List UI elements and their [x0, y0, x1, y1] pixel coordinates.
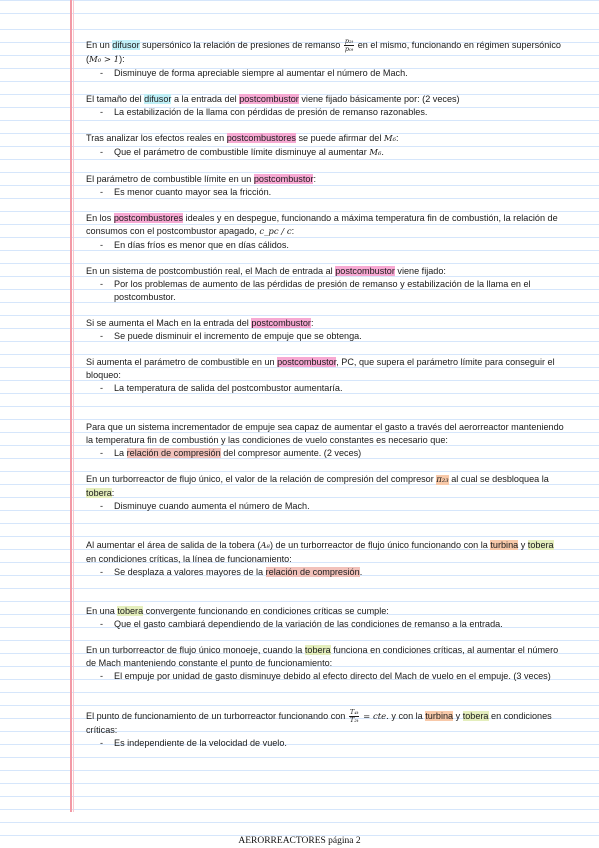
- highlighted-term: relación de compresión: [126, 448, 221, 458]
- text-run: .: [359, 567, 363, 577]
- text-run: En un sistema de postcombustión real, el Mach de entrada al: [86, 266, 336, 276]
- question: [86, 421, 564, 447]
- math-expression: π₂₃: [436, 475, 449, 485]
- math-expression: A₈: [260, 541, 270, 551]
- text-run: viene fijado:: [394, 266, 446, 276]
- text-run: En un turborreactor de flujo único, el valor de la relación de compresión del compresor: [86, 474, 437, 484]
- text-run: , PC, que supera el parámetro límite para conseguir el bloqueo:: [86, 357, 555, 380]
- highlighted-term: difusor: [144, 94, 172, 104]
- text-run: En un turborreactor de flujo único monoeje, cuando la: [86, 645, 305, 655]
- text-run: El tamaño del: [86, 94, 145, 104]
- margin-line-secondary: [73, 0, 74, 812]
- highlighted-term: tobera: [86, 488, 112, 498]
- highlighted-term: postcombustores: [226, 133, 296, 143]
- highlighted-term: postcombustor: [253, 174, 314, 184]
- text-run: Disminuye cuando aumenta el número de Mach.: [114, 501, 310, 511]
- answer-bullet: [86, 106, 564, 119]
- spacer: [86, 252, 564, 265]
- text-run: Es menor cuanto mayor sea la fricción.: [114, 187, 272, 197]
- question: [86, 709, 564, 737]
- question: [86, 38, 564, 67]
- text-run: ideales y en despegue, funcionando a máxima temperatura fin de combustión, la relación de consumos con el postcombustor apagado,: [86, 213, 558, 236]
- text-run: En días fríos es menor que en días cálidos.: [114, 240, 289, 250]
- highlighted-term: difusor: [112, 39, 140, 50]
- question: [86, 605, 564, 618]
- text-run: Se desplaza a valores mayores de la: [114, 567, 266, 577]
- highlighted-term: relación de compresión: [265, 567, 360, 577]
- text-run: La: [114, 448, 127, 458]
- text-run: :: [111, 488, 115, 498]
- text-run: :: [310, 318, 314, 328]
- text-run: La estabilización de la llama con pérdidas de presión de remanso razonables.: [114, 107, 428, 117]
- text-run: :: [396, 133, 399, 143]
- fraction: [349, 709, 360, 724]
- math-expression: = cte.: [360, 711, 389, 722]
- page-footer: AERORREACTORES página 2: [238, 836, 361, 846]
- bullet-dash: -: [100, 619, 104, 629]
- highlighted-term: postcombustores: [113, 213, 184, 223]
- text-run: Para que un sistema incrementador de empuje sea capaz de aumentar el gasto a través del aerorreactor manteniendo la temperatura fin de combustión y las condiciones de vuelo constantes es necesario que:: [86, 422, 564, 445]
- spacer: [86, 160, 564, 173]
- fraction-numerator: T₄ₜ: [349, 708, 359, 716]
- bullet-dash: -: [100, 671, 104, 681]
- question: [86, 132, 564, 146]
- text-run: a la entrada del: [171, 94, 240, 104]
- text-run: supersónico la relación de presiones de remanso: [139, 39, 343, 50]
- text-run: Si aumenta el parámetro de combustible en un: [86, 357, 278, 367]
- math-expression: M₀ > 1: [89, 55, 120, 65]
- bullet-dash: -: [100, 448, 104, 458]
- spacer: [86, 579, 564, 605]
- fraction-denominator: p₀ₜ: [344, 45, 354, 53]
- margin-line: [70, 0, 72, 812]
- text-run: Tras analizar los efectos reales en: [86, 133, 227, 143]
- text-run: :: [291, 226, 295, 236]
- text-run: viene fijado básicamente por: (2 veces): [298, 94, 460, 104]
- text-run: Si se aumenta el Mach en la entrada del: [86, 318, 252, 328]
- highlighted-term: turbina: [490, 540, 519, 550]
- answer-bullet: [86, 330, 564, 343]
- highlighted-term: tobera: [462, 710, 489, 721]
- highlighted-term: turbina: [425, 710, 454, 721]
- answer-bullet: [86, 239, 564, 252]
- text-run: Disminuye de forma apreciable siempre al aumentar el número de Mach.: [114, 68, 408, 78]
- answer-bullet: [86, 566, 564, 579]
- text-run: El punto de funcionamiento de un turborreactor funcionando con: [86, 710, 348, 721]
- question: [86, 93, 564, 106]
- text-run: En una: [86, 606, 118, 616]
- answer-bullet: [86, 67, 564, 80]
- text-run: funciona en condiciones críticas, al aumentar el número de Mach manteniendo constante el punto de funcionamiento:: [86, 645, 559, 668]
- answer-bullet: [86, 186, 564, 199]
- highlighted-term: postcombustor: [335, 266, 395, 276]
- text-run: La temperatura de salida del postcombustor aumentaría.: [114, 383, 343, 393]
- spacer: [86, 119, 564, 132]
- spacer: [86, 460, 564, 473]
- question: [86, 539, 564, 566]
- spacer: [86, 343, 564, 356]
- fraction-denominator: T₂ₜ: [349, 716, 359, 724]
- text-run: en el mismo, funcionando en régimen supersónico (: [86, 39, 561, 64]
- text-run: El empuje por unidad de gasto disminuye debido al efecto directo del Mach de vuelo en el empuje. (3 veces): [114, 671, 551, 681]
- highlighted-term: postcombustor: [251, 318, 311, 328]
- text-run: En los: [86, 213, 114, 223]
- spacer: [86, 80, 564, 93]
- text-run: Por los problemas de aumento de las pérdidas de presión de remanso y estabilización de la llama en el postcombustor.: [114, 279, 531, 302]
- text-run: ) de un turborreactor de flujo único funcionando con la: [269, 540, 491, 550]
- text-run: El parámetro de combustible límite en un: [86, 174, 254, 184]
- answer-bullet: [86, 737, 564, 750]
- fraction: [344, 38, 354, 53]
- bullet-dash: -: [100, 240, 104, 250]
- notes-body: [86, 38, 564, 750]
- spacer: [86, 683, 564, 709]
- question: [86, 265, 564, 278]
- answer-bullet: [86, 278, 564, 304]
- question: [86, 644, 564, 670]
- bullet-dash: -: [100, 107, 104, 117]
- text-run: Que el gasto cambiará dependiendo de la variación de las condiciones de remanso a la entrada.: [114, 619, 503, 629]
- highlighted-term: tobera: [304, 645, 331, 655]
- bullet-dash: -: [100, 383, 104, 393]
- bullet-dash: -: [100, 187, 104, 197]
- highlighted-term: tobera: [527, 540, 554, 550]
- answer-bullet: [86, 500, 564, 513]
- math-expression: c_pc / c: [259, 227, 292, 237]
- answer-bullet: [86, 146, 564, 160]
- spacer: [86, 395, 564, 421]
- text-run: En un: [86, 39, 113, 50]
- bullet-dash: -: [100, 501, 104, 511]
- answer-bullet: [86, 618, 564, 631]
- bullet-dash: -: [100, 331, 104, 341]
- text-run: y: [518, 540, 528, 550]
- text-run: convergente funcionando en condiciones críticas se cumple:: [143, 606, 389, 616]
- text-run: Se puede disminuir el incremento de empuje que se obtenga.: [114, 331, 362, 341]
- text-run: y con la: [388, 710, 426, 721]
- bullet-dash: -: [100, 279, 104, 289]
- spacer: [86, 199, 564, 212]
- spacer: [86, 631, 564, 644]
- question: [86, 356, 564, 382]
- text-run: y: [453, 710, 463, 721]
- text-run: Es independiente de la velocidad de vuelo.: [114, 738, 287, 748]
- question: [86, 173, 564, 186]
- text-run: ):: [119, 54, 125, 64]
- text-run: al cual se desbloquea la: [448, 474, 549, 484]
- math-expression: M₆: [383, 134, 397, 144]
- bullet-dash: -: [100, 68, 104, 78]
- question: [86, 473, 564, 500]
- text-run: :: [313, 174, 317, 184]
- math-expression: M₆: [369, 148, 382, 158]
- highlighted-term: postcombustor: [239, 94, 299, 104]
- text-run: en condiciones críticas, la línea de funcionamiento:: [86, 554, 292, 564]
- text-run: .: [381, 147, 384, 157]
- spacer: [86, 513, 564, 539]
- question: [86, 317, 564, 330]
- fraction-numerator: p₂ₜ: [344, 37, 354, 45]
- spacer: [86, 304, 564, 317]
- bullet-dash: -: [100, 738, 104, 748]
- text-run: del compresor aumente. (2 veces): [220, 448, 362, 458]
- text-run: se puede afirmar del: [295, 133, 384, 143]
- text-run: en condiciones críticas:: [86, 710, 552, 735]
- bullet-dash: -: [100, 147, 104, 157]
- highlighted-term: postcombustor: [277, 357, 337, 367]
- answer-bullet: [86, 670, 564, 683]
- text-run: Al aumentar el área de salida de la tobera (: [86, 540, 261, 550]
- question: [86, 212, 564, 239]
- answer-bullet: [86, 447, 564, 460]
- highlighted-term: tobera: [117, 606, 144, 616]
- answer-bullet: [86, 382, 564, 395]
- text-run: Que el parámetro de combustible límite disminuye al aumentar: [114, 147, 370, 157]
- bullet-dash: -: [100, 567, 104, 577]
